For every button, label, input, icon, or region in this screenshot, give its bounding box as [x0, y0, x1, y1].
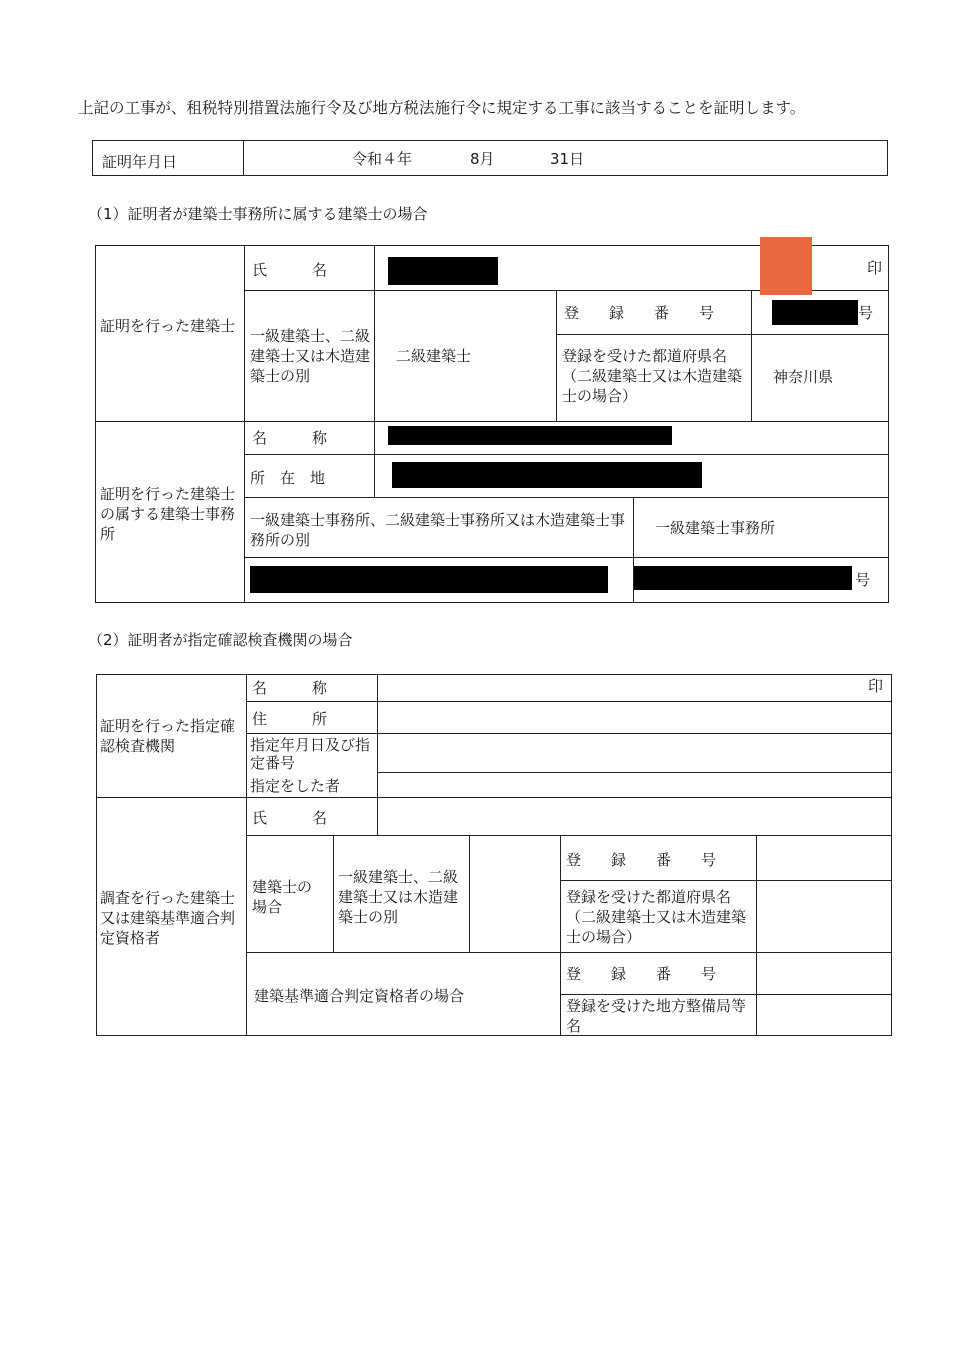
- architect-seal: 印: [867, 259, 883, 277]
- office-type-label: 一級建築士事務所、二級建築士事務所又は木造建築士事務所の別: [250, 511, 626, 549]
- intro-statement: 上記の工事が、租税特別措置法施行令及び地方税法施行令に規定する工事に該当することを証明します。: [78, 99, 806, 117]
- investigator-type-label: 一級建築士、二級建築士又は木造建築士の別: [338, 868, 459, 926]
- architect-group-label: 証明を行った建築士: [100, 317, 236, 335]
- date-day: 31日: [550, 150, 585, 168]
- investigator-group-label: 調査を行った建築士又は建築基準適合判定資格者: [100, 889, 236, 947]
- office-reg-no-redacted: [634, 566, 852, 590]
- judge-case-label: 建築基準適合判定資格者の場合: [254, 987, 465, 1005]
- architect-pref-label: 登録を受けた都道府県名（二級建築士又は木造建築士の場合）: [562, 347, 743, 405]
- architect-reg-no-redacted: [772, 300, 858, 325]
- agency-designation-label: 指定年月日及び指定番号: [250, 736, 371, 772]
- architect-type-label: 一級建築士、二級建築士又は木造建築士の別: [250, 327, 371, 385]
- office-name-redacted: [388, 426, 672, 445]
- architect-reg-no-suffix: 号: [858, 304, 874, 322]
- office-type-value: 一級建築士事務所: [655, 519, 776, 537]
- architect-name-redacted: [388, 257, 498, 285]
- agency-seal: 印: [868, 677, 884, 695]
- investigator-architect-case-label: 建築士の場合: [252, 878, 313, 916]
- section2-heading: （2）証明者が指定確認検査機関の場合: [88, 631, 353, 649]
- investigator-name-label: 氏 名: [252, 809, 328, 827]
- agency-name-label: 名 称: [252, 679, 328, 697]
- office-address-label: 所 在 地: [250, 469, 326, 487]
- judge-reg-no-label: 登 録 番 号: [566, 965, 717, 983]
- architect-pref-value: 神奈川県: [773, 368, 834, 386]
- office-address-redacted: [392, 462, 702, 488]
- office-group-label: 証明を行った建築士の属する建築士事務所: [100, 485, 236, 543]
- agency-address-label: 住 所: [252, 710, 328, 728]
- investigator-pref-label: 登録を受けた都道府県名（二級建築士又は木造建築士の場合）: [566, 888, 747, 946]
- architect-type-value: 二級建築士: [396, 347, 472, 365]
- date-month: 8月: [470, 150, 495, 168]
- office-name-label: 名 称: [252, 429, 328, 447]
- date-era-year: 令和４年: [352, 150, 413, 168]
- investigator-reg-no-label: 登 録 番 号: [566, 851, 717, 869]
- date-label: 証明年月日: [102, 153, 178, 171]
- architect-reg-no-label: 登 録 番 号: [564, 304, 715, 322]
- section1-heading: （1）証明者が建築士事務所に属する建築士の場合: [88, 205, 428, 223]
- judge-bureau-label: 登録を受けた地方整備局等名: [566, 997, 747, 1035]
- agency-group-label: 証明を行った指定確認検査機関: [100, 717, 236, 755]
- office-reg-no-suffix: 号: [855, 571, 871, 589]
- agency-designator-label: 指定をした者: [250, 777, 341, 795]
- architect-name-label: 氏 名: [252, 261, 328, 279]
- seal-mark: [760, 237, 812, 295]
- office-extra-redacted: [250, 566, 608, 593]
